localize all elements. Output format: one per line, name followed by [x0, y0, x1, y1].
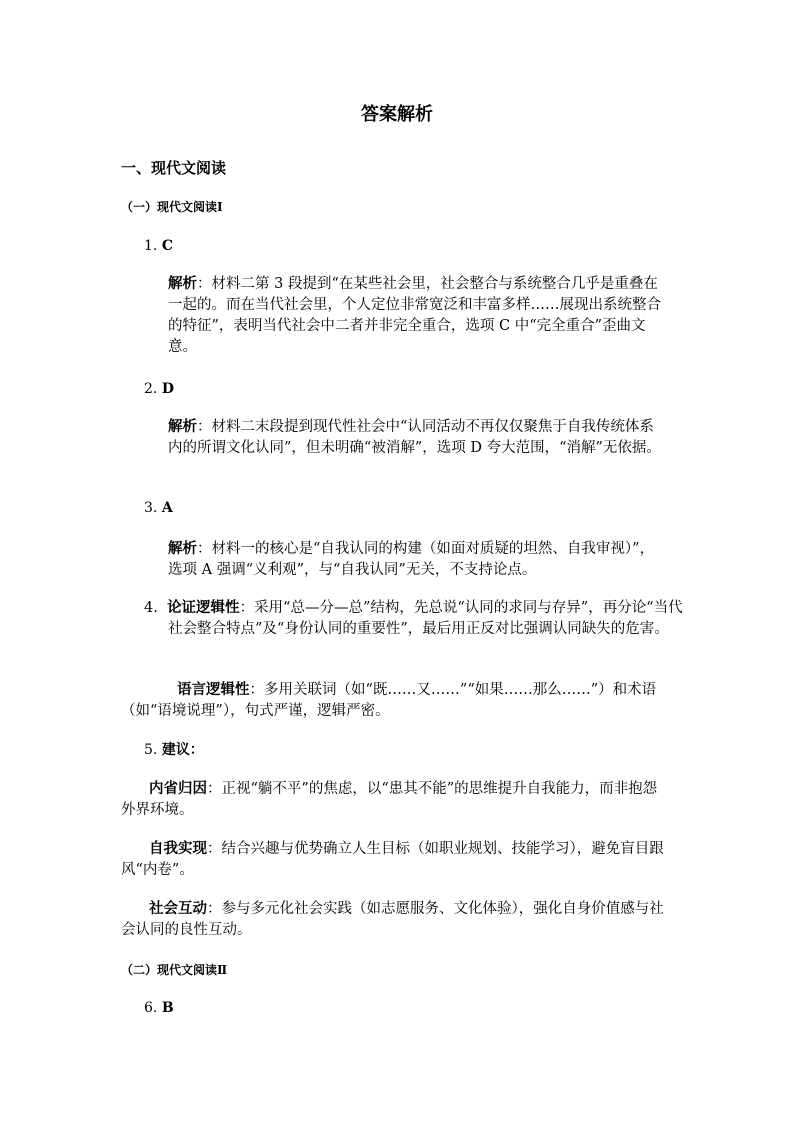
- suggestion-label: 社会互动: [149, 900, 207, 917]
- explanation-text: ：材料二末段提到现代性社会中“认同活动不再仅仅聚焦于自我传统体系内的所谓文化认同”，但未明确“被消解”，选项 D 夸大范围，“消解”无依据。: [168, 419, 661, 456]
- question-answer: A: [161, 500, 173, 516]
- suggestion-1: [121, 778, 669, 821]
- question-4-language: [121, 679, 669, 722]
- question-answer: B: [161, 1000, 174, 1016]
- question-4: [144, 597, 692, 640]
- question-2: [144, 379, 174, 399]
- suggestion-text: ：结合兴趣与优势确立人生目标（如职业规划、技能学习），避免盲目跟风“内卷”。: [121, 841, 664, 878]
- question-number: 6.: [144, 1000, 158, 1016]
- suggestion-2: [121, 838, 669, 881]
- question-2-explanation: [168, 416, 668, 459]
- question-number: 3.: [144, 500, 158, 516]
- page-title: 答案解析: [361, 104, 433, 125]
- suggestion-3: [121, 898, 669, 941]
- explanation-text: ：材料二第 3 段提到“在某些社会里，社会整合与系统整合几乎是重叠在一起的。而在当代社会里，个人定位非常宽泛和丰富多样……展现出系统整合的特征”，表明当代社会中二者并非完全重合，选项 C 中“完全重合”歪曲文意。: [168, 276, 661, 355]
- subsection-heading-2: （二）现代文阅读Ⅱ: [121, 963, 228, 977]
- question-3: [144, 498, 173, 518]
- question-answer: C: [161, 238, 173, 254]
- explanation-label: 解析: [168, 540, 197, 557]
- subsection-heading-1: （一）现代文阅读Ⅰ: [121, 200, 223, 214]
- language-text: ：多用关联词（如“既……又……”“如果……那么……”）和术语（如“语境说理”），句式严谨，逻辑严密。: [121, 682, 657, 719]
- section-heading: 一、现代文阅读: [121, 159, 227, 177]
- question-number: 5.: [144, 742, 158, 758]
- question-3-explanation: [168, 538, 668, 581]
- logic-label: 论证逻辑性: [167, 599, 240, 616]
- question-6: [144, 998, 174, 1018]
- logic-text: ：采用“总—分—总”结构，先总说“认同的求同与存异”，再分论“当代社会整合特点”及“身份认同的重要性”，最后用正反对比强调认同缺失的危害。: [168, 600, 683, 637]
- suggestion-label: 内省归因: [149, 780, 207, 797]
- question-1: [144, 236, 173, 256]
- question-number: 2.: [144, 381, 158, 397]
- question-answer: D: [161, 381, 174, 397]
- question-1-explanation: [168, 273, 668, 358]
- language-label: 语言逻辑性: [177, 681, 250, 698]
- suggestion-label: 自我实现: [149, 840, 207, 857]
- question-number: 4.: [144, 600, 158, 616]
- question-label: 建议：: [161, 742, 204, 758]
- explanation-label: 解析: [168, 418, 197, 435]
- question-number: 1.: [144, 238, 158, 254]
- suggestion-text: ：参与多元化社会实践（如志愿服务、文化体验），强化自身价值感与社会认同的良性互动。: [121, 901, 664, 938]
- suggestion-text: ：正视“躺不平”的焦虑，以“患其不能”的思维提升自我能力，而非抱怨外界环境。: [121, 781, 658, 818]
- question-5: [144, 740, 204, 760]
- explanation-label: 解析: [168, 275, 197, 292]
- explanation-text: ：材料一的核心是“自我认同的构建（如面对质疑的坦然、自我审视）”，选项 A 强调“义利观”，与“自我认同”无关，不支持论点。: [168, 541, 655, 578]
